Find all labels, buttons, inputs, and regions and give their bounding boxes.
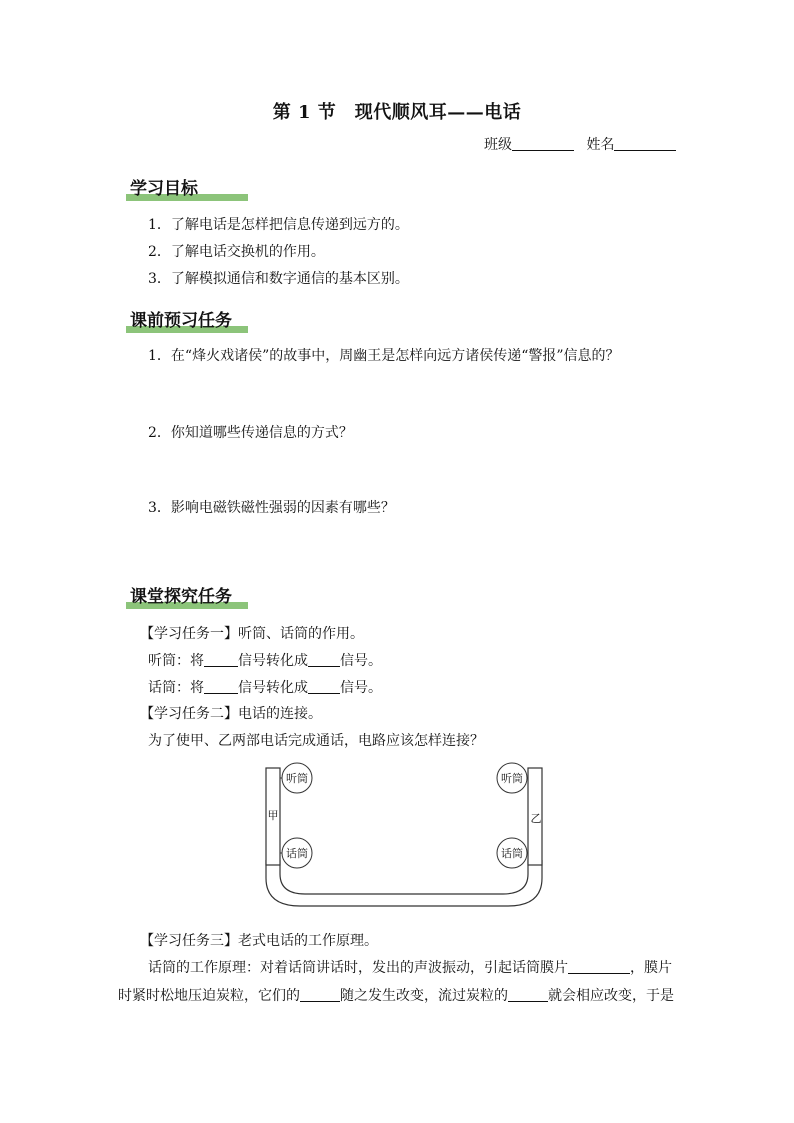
preview-question: 3．影响电磁铁磁性强弱的因素有哪些？ <box>148 500 395 516</box>
goal-item: 1．了解电话是怎样把信息传递到远方的。 <box>148 217 409 233</box>
goal-item: 3．了解模拟通信和数字通信的基本区别。 <box>148 271 409 287</box>
microphone-blank-1[interactable] <box>204 679 238 694</box>
right-mic-label: 话筒 <box>501 847 523 860</box>
receiver-blank-1[interactable] <box>204 652 238 667</box>
class-blank[interactable] <box>512 136 574 151</box>
task2-question: 为了使甲、乙两部电话完成通话，电路应该怎样连接？ <box>148 733 484 749</box>
microphone-blank-2[interactable] <box>308 679 340 694</box>
connecting-cable-inner <box>280 860 528 894</box>
page-title: 第 1 节 现代顺风耳——电话 <box>272 102 522 123</box>
section-heading-text: 课前预习任务 <box>130 311 232 331</box>
telephone-circuit-diagram <box>255 760 555 910</box>
preview-question: 1．在“烽火戏诸侯”的故事中，周幽王是怎样向远方诸侯传递“警报”信息的？ <box>148 348 620 364</box>
microphone-text-b: 信号转化成 <box>238 680 308 696</box>
microphone-text-a: 话筒：将 <box>148 680 204 696</box>
section-heading-text: 课堂探究任务 <box>130 587 232 607</box>
preview-question: 2．你知道哪些传递信息的方式？ <box>148 425 353 441</box>
name-blank[interactable] <box>614 136 676 151</box>
class-label: 班级 <box>484 137 512 153</box>
receiver-text-c: 信号。 <box>340 653 382 669</box>
section-heading-explore <box>126 587 248 609</box>
receiver-text-b: 信号转化成 <box>238 653 308 669</box>
principle-blank-2[interactable] <box>300 987 340 1002</box>
goal-item: 2．了解电话交换机的作用。 <box>148 244 325 260</box>
receiver-fill-line <box>148 650 382 670</box>
principle-text-b: ，膜片 <box>630 960 672 976</box>
principle-line-1 <box>148 957 672 977</box>
principle-text-d: 随之发生改变，流过炭粒的 <box>340 988 508 1004</box>
principle-blank-1[interactable] <box>568 959 630 974</box>
left-receiver-label: 听筒 <box>286 772 308 785</box>
left-phone-label: 甲 <box>267 809 279 822</box>
right-receiver-label: 听筒 <box>501 772 523 785</box>
section-heading-text: 学习目标 <box>130 179 198 199</box>
principle-text-e: 就会相应改变，于是 <box>548 988 674 1004</box>
name-label: 姓名 <box>586 137 615 153</box>
section-heading-goals <box>126 179 248 201</box>
section-heading-preview <box>126 311 248 333</box>
task3-title: 【学习任务三】老式电话的工作原理。 <box>140 933 378 949</box>
microphone-fill-line <box>148 677 382 697</box>
class-name-line <box>484 134 676 154</box>
receiver-text-a: 听筒：将 <box>148 653 204 669</box>
microphone-text-c: 信号。 <box>340 680 382 696</box>
task1-title: 【学习任务一】听筒、话筒的作用。 <box>140 626 364 642</box>
left-mic-label: 话筒 <box>286 847 308 860</box>
principle-text-c: 时紧时松地压迫炭粒，它们的 <box>118 988 300 1004</box>
principle-line-2 <box>118 985 674 1005</box>
task2-title: 【学习任务二】电话的连接。 <box>140 706 322 722</box>
connecting-cable <box>266 860 542 906</box>
receiver-blank-2[interactable] <box>308 652 340 667</box>
right-phone-label: 乙 <box>530 812 542 825</box>
principle-text-a: 话筒的工作原理：对着话筒讲话时，发出的声波振动，引起话筒膜片 <box>148 960 568 976</box>
principle-blank-3[interactable] <box>508 987 548 1002</box>
